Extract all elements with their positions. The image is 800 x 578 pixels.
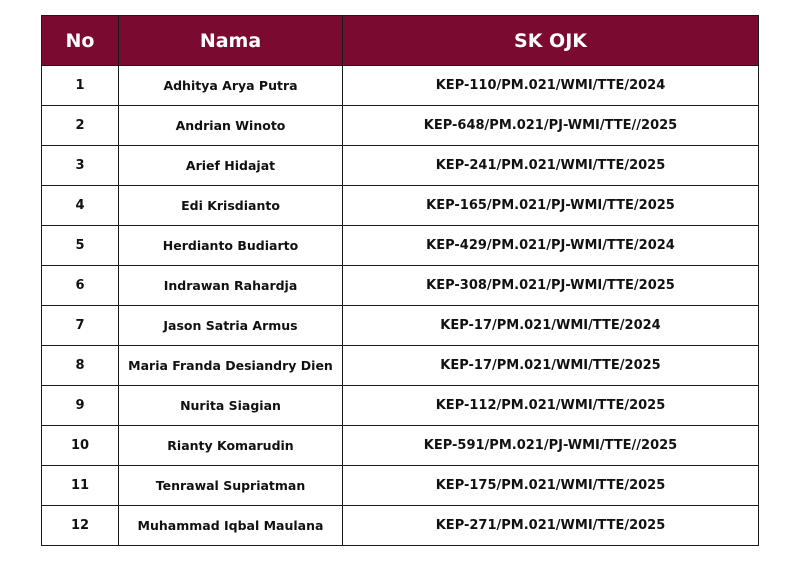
cell-nama: Jason Satria Armus bbox=[119, 306, 343, 346]
table-row bbox=[42, 466, 759, 506]
cell-sk-ojk: KEP-241/PM.021/WMI/TTE/2025 bbox=[343, 146, 759, 186]
cell-sk-ojk: KEP-648/PM.021/PJ-WMI/TTE//2025 bbox=[343, 106, 759, 146]
cell-nama: Muhammad Iqbal Maulana bbox=[119, 506, 343, 546]
cell-no: 12 bbox=[42, 506, 119, 546]
cell-no: 4 bbox=[42, 186, 119, 226]
cell-nama: Edi Krisdianto bbox=[119, 186, 343, 226]
header-nama: Nama bbox=[119, 16, 343, 66]
cell-sk-ojk: KEP-175/PM.021/WMI/TTE/2025 bbox=[343, 466, 759, 506]
cell-no: 10 bbox=[42, 426, 119, 466]
cell-sk-ojk: KEP-17/PM.021/WMI/TTE/2024 bbox=[343, 306, 759, 346]
cell-sk-ojk: KEP-165/PM.021/PJ-WMI/TTE/2025 bbox=[343, 186, 759, 226]
table-row bbox=[42, 306, 759, 346]
header-no: No bbox=[42, 16, 119, 66]
cell-no: 2 bbox=[42, 106, 119, 146]
cell-sk-ojk: KEP-112/PM.021/WMI/TTE/2025 bbox=[343, 386, 759, 426]
cell-no: 3 bbox=[42, 146, 119, 186]
table-row bbox=[42, 266, 759, 306]
table-row bbox=[42, 66, 759, 106]
cell-nama: Herdianto Budiarto bbox=[119, 226, 343, 266]
cell-sk-ojk: KEP-308/PM.021/PJ-WMI/TTE/2025 bbox=[343, 266, 759, 306]
cell-sk-ojk: KEP-429/PM.021/PJ-WMI/TTE/2024 bbox=[343, 226, 759, 266]
table-row bbox=[42, 506, 759, 546]
cell-nama: Andrian Winoto bbox=[119, 106, 343, 146]
cell-nama: Adhitya Arya Putra bbox=[119, 66, 343, 106]
cell-sk-ojk: KEP-591/PM.021/PJ-WMI/TTE//2025 bbox=[343, 426, 759, 466]
cell-sk-ojk: KEP-110/PM.021/WMI/TTE/2024 bbox=[343, 66, 759, 106]
table-row bbox=[42, 186, 759, 226]
table-row bbox=[42, 426, 759, 466]
cell-nama: Arief Hidajat bbox=[119, 146, 343, 186]
sk-ojk-table bbox=[41, 15, 759, 546]
header-sk-ojk: SK OJK bbox=[343, 16, 759, 66]
cell-no: 11 bbox=[42, 466, 119, 506]
sk-ojk-table-container bbox=[41, 15, 758, 546]
cell-sk-ojk: KEP-17/PM.021/WMI/TTE/2025 bbox=[343, 346, 759, 386]
table-row bbox=[42, 146, 759, 186]
cell-no: 1 bbox=[42, 66, 119, 106]
cell-sk-ojk: KEP-271/PM.021/WMI/TTE/2025 bbox=[343, 506, 759, 546]
cell-nama: Indrawan Rahardja bbox=[119, 266, 343, 306]
cell-no: 9 bbox=[42, 386, 119, 426]
table-header-row bbox=[42, 16, 759, 66]
cell-no: 5 bbox=[42, 226, 119, 266]
cell-no: 8 bbox=[42, 346, 119, 386]
cell-nama: Maria Franda Desiandry Dien bbox=[119, 346, 343, 386]
table-row bbox=[42, 106, 759, 146]
table-row bbox=[42, 386, 759, 426]
cell-no: 7 bbox=[42, 306, 119, 346]
cell-nama: Rianty Komarudin bbox=[119, 426, 343, 466]
cell-nama: Tenrawal Supriatman bbox=[119, 466, 343, 506]
cell-no: 6 bbox=[42, 266, 119, 306]
table-row bbox=[42, 346, 759, 386]
cell-nama: Nurita Siagian bbox=[119, 386, 343, 426]
table-row bbox=[42, 226, 759, 266]
